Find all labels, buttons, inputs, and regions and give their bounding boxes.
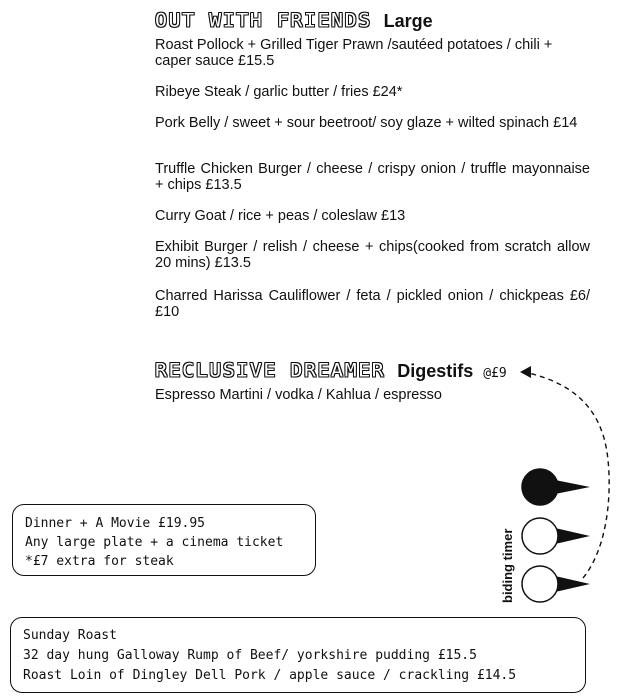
timer-circle-empty bbox=[522, 518, 590, 554]
timer-circle-empty bbox=[522, 566, 590, 602]
timer-circle-filled bbox=[522, 469, 590, 505]
digestifs-label: Digestifs bbox=[397, 361, 474, 381]
sunday-roast-box bbox=[10, 617, 586, 693]
menu-item: Espresso Martini / vodka / Kahlua / espresso bbox=[155, 387, 442, 403]
offer-line: *£7 extra for steak bbox=[25, 554, 174, 569]
offer-line: Any large plate + a cinema ticket bbox=[25, 535, 284, 550]
movie-offer-box bbox=[12, 504, 316, 576]
menu-item: Exhibit Burger / relish / cheese + chips(cooked from scratch allow 20 mins) £13.5 bbox=[155, 239, 590, 271]
menu-item: Charred Harissa Cauliflower / feta / pickled onion / chickpeas £6/ £10 bbox=[155, 288, 590, 320]
menu-item: Pork Belly / sweet + sour beetroot/ soy glaze + wilted spinach £14 bbox=[155, 115, 578, 131]
digestifs-title: RECLUSIVE DREAMER bbox=[155, 358, 386, 382]
mains-size-label: Large bbox=[383, 11, 433, 31]
timer-label: biding timer bbox=[500, 528, 515, 603]
menu-item: Ribeye Steak / garlic butter / fries £24* bbox=[155, 84, 403, 100]
arrow-head-icon bbox=[520, 366, 531, 378]
roast-line: 32 day hung Galloway Rump of Beef/ yorkshire pudding £15.5 bbox=[23, 648, 477, 663]
offer-line: Dinner + A Movie £19.95 bbox=[25, 516, 206, 531]
menu-item: Curry Goat / rice + peas / coleslaw £13 bbox=[155, 208, 406, 224]
roast-line: Roast Loin of Dingley Dell Pork / apple sauce / crackling £14.5 bbox=[23, 668, 517, 683]
menu-item: Roast Pollock + Grilled Tiger Prawn /sautéed potatoes / chili + caper sauce £15.5 bbox=[155, 37, 553, 69]
menu-item: Truffle Chicken Burger / cheese / crispy onion / truffle mayonnaise + chips £13.5 bbox=[155, 161, 590, 193]
mains-title: OUT WITH FRIENDS bbox=[155, 8, 372, 32]
roast-title: Sunday Roast bbox=[23, 628, 117, 643]
digestifs-price: @£9 bbox=[483, 366, 507, 381]
